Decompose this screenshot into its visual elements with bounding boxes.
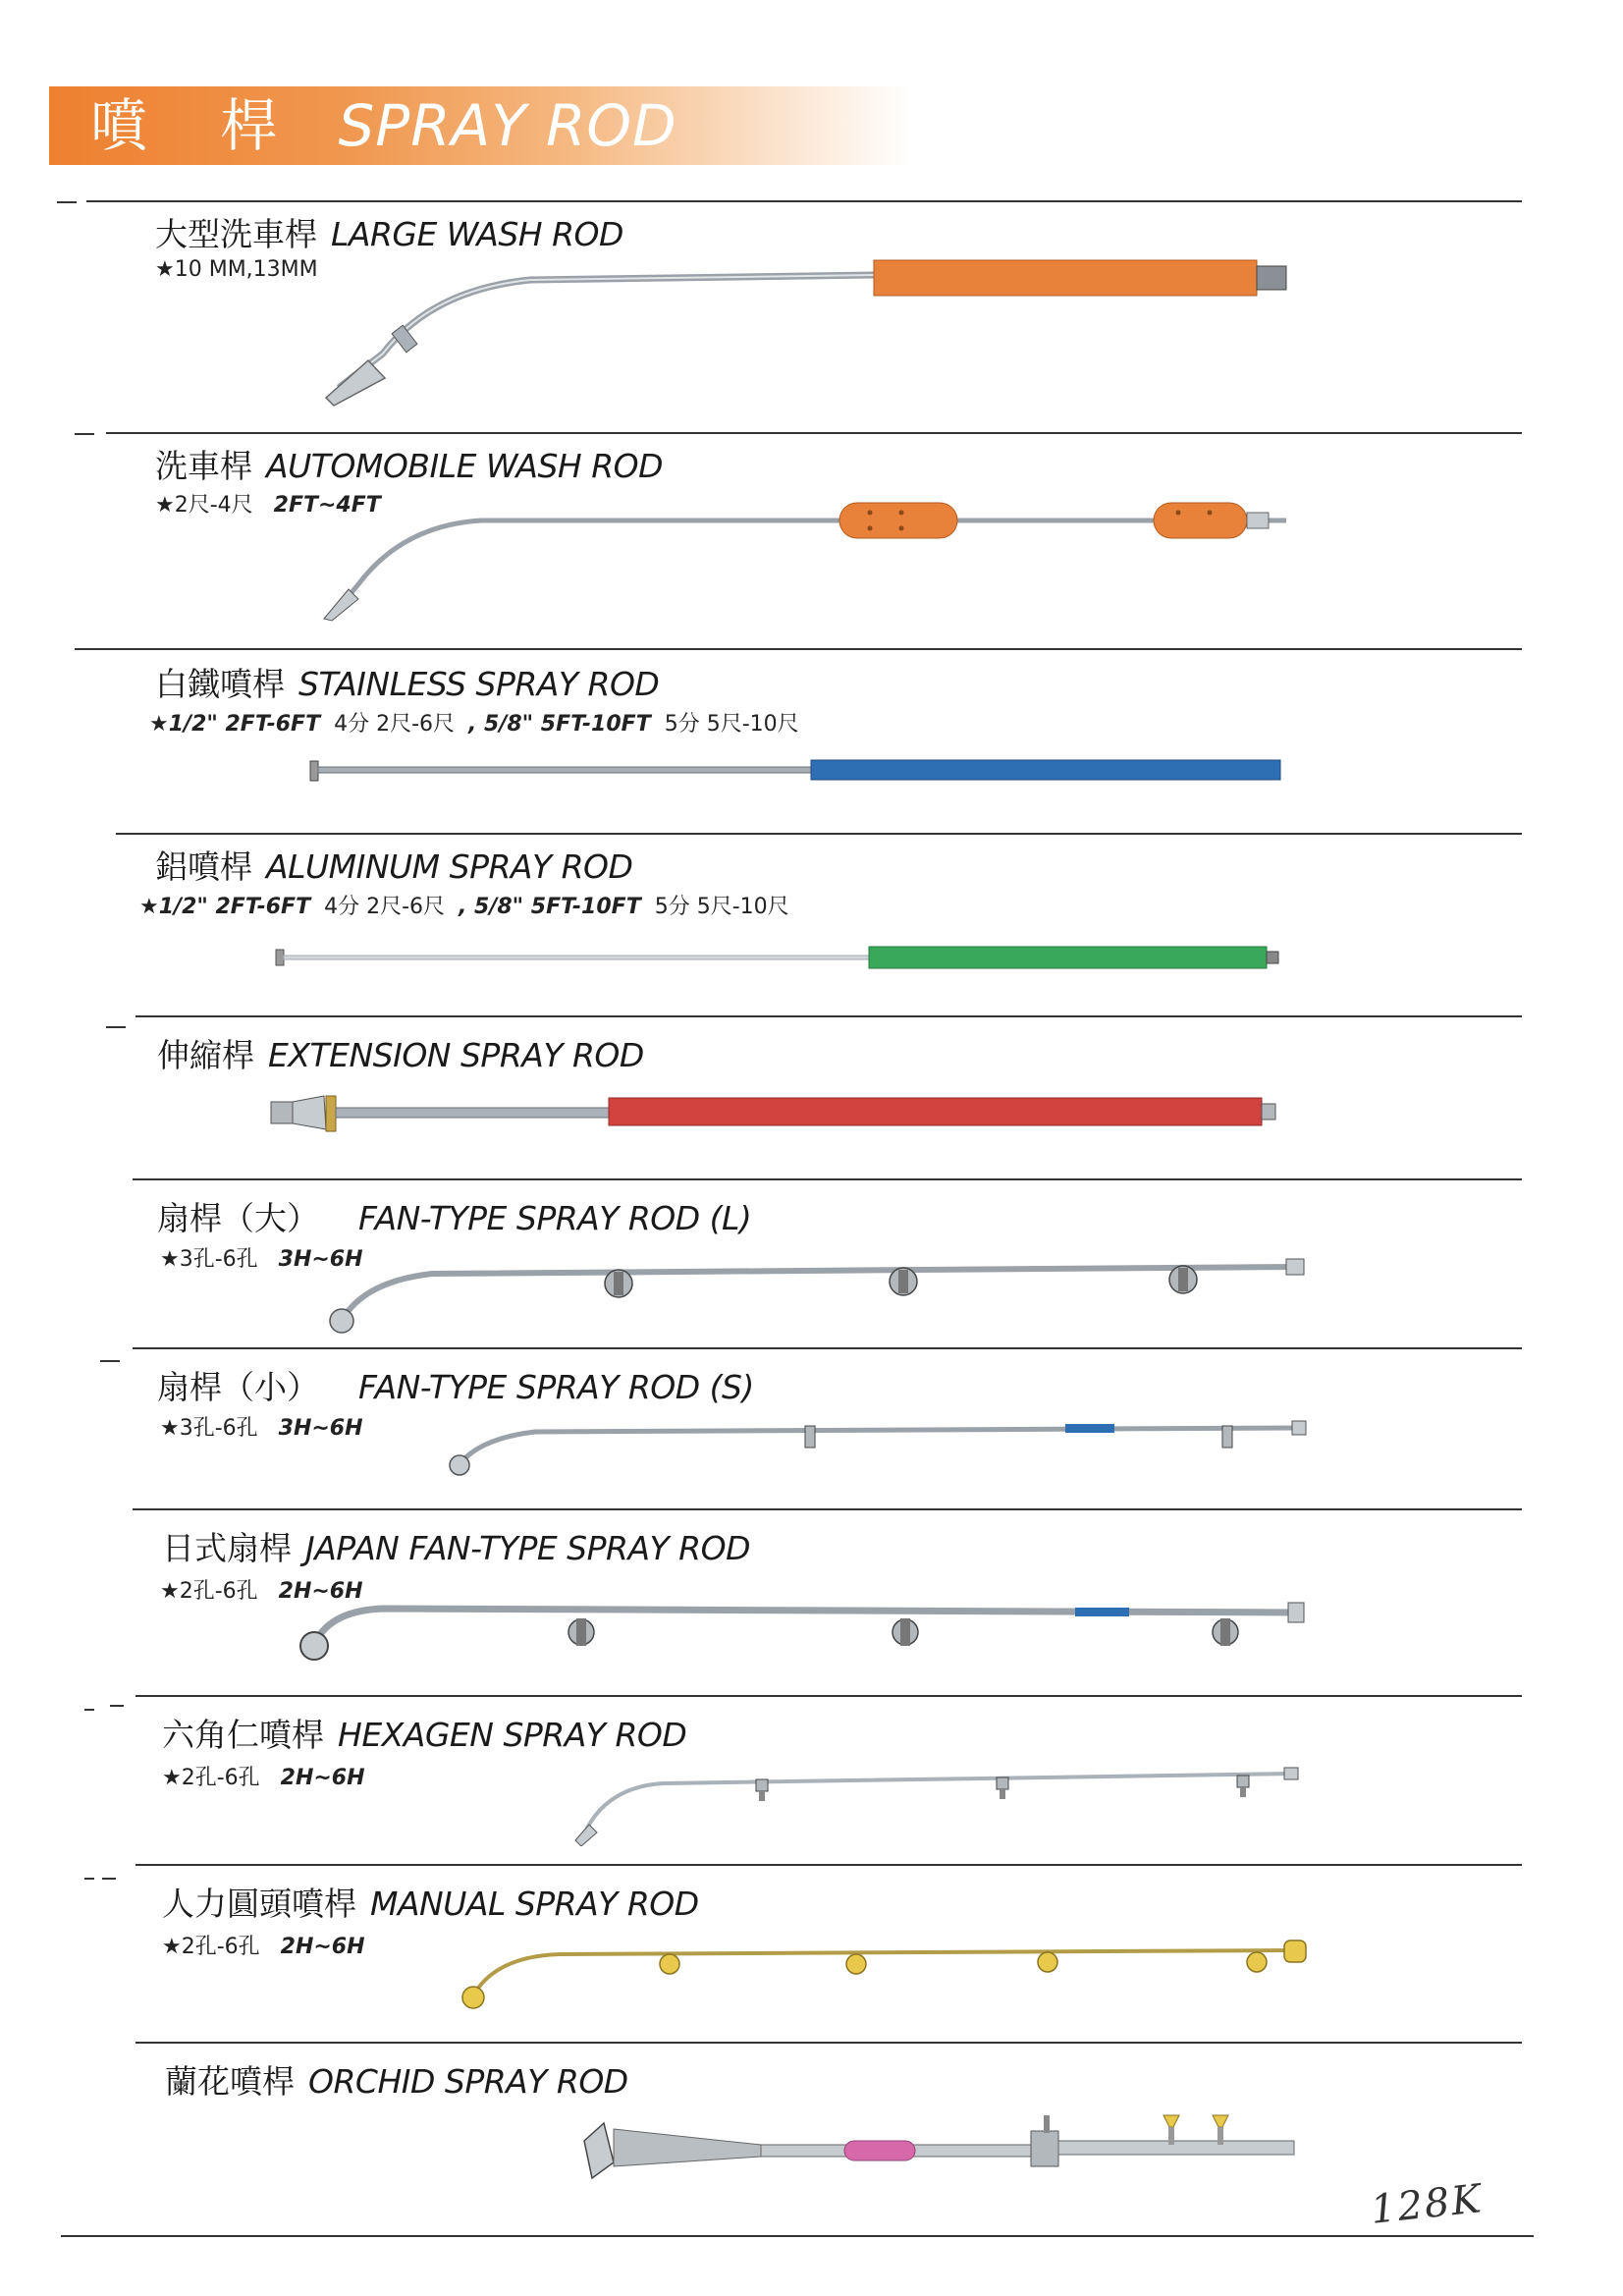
item-spec: [160, 1411, 363, 1442]
divider: [133, 1347, 1522, 1349]
item-spec-zh: ★2孔-6孔: [162, 1935, 260, 1959]
item-spec-d: 5分 5尺-10尺: [654, 895, 789, 919]
item-spec-en: 2H~6H: [280, 1935, 365, 1959]
fan-type-spray-rod-s-image: [442, 1404, 1316, 1483]
divider-tick: [57, 201, 77, 203]
item-spec: [162, 1761, 365, 1791]
page-title-zh: 噴 桿: [90, 92, 305, 159]
item-title-en: FAN-TYPE SPRAY ROD (L): [358, 1199, 752, 1237]
hexagen-spray-rod-image: [569, 1758, 1316, 1846]
divider: [116, 833, 1522, 835]
item-title-zh: 扇桿（小）: [157, 1368, 319, 1406]
item-spec-en: 2H~6H: [280, 1766, 365, 1790]
item-spec-en: 3H~6H: [278, 1247, 363, 1272]
bottom-divider: [61, 2235, 1534, 2237]
aluminum-spray-rod-image: [270, 938, 1301, 977]
item-title-zh: 鋁噴桿: [155, 847, 252, 886]
item-title-zh: 伸縮桿: [157, 1036, 254, 1074]
item-title-en: FAN-TYPE SPRAY ROD (S): [358, 1368, 754, 1406]
item-spec-zh: ★2孔-6孔: [162, 1766, 260, 1790]
item-title-zh: 扇桿（大）: [157, 1199, 319, 1237]
item-title-zh: 洗車桿: [155, 447, 252, 485]
item-title-zh: 人力圓頭噴桿: [162, 1885, 356, 1923]
item-spec: [162, 1930, 365, 1960]
manual-spray-rod-image: [452, 1927, 1316, 2015]
item-title: [162, 1879, 699, 1925]
divider: [135, 2042, 1522, 2044]
extension-spray-rod-image: [265, 1088, 1306, 1137]
item-title: [157, 1193, 751, 1239]
item-title: [155, 209, 623, 255]
divider: [135, 1015, 1522, 1017]
item-spec-a: ★1/2" 2FT-6FT: [149, 712, 321, 737]
fan-type-spray-rod-l-image: [324, 1242, 1316, 1340]
item-title-zh: 大型洗車桿: [155, 215, 317, 253]
item-title-zh: 六角仁噴桿: [162, 1716, 324, 1754]
item-title-en: ORCHID SPRAY ROD: [308, 2062, 628, 2101]
item-spec-en: 2H~6H: [278, 1579, 363, 1604]
page-note: 128K: [1368, 2176, 1486, 2233]
item-spec-d: 5分 5尺-10尺: [664, 712, 799, 737]
divider-tick: [75, 433, 94, 435]
item-title-zh: 蘭花噴桿: [165, 2062, 295, 2101]
divider-tick: [102, 1878, 116, 1880]
item-title: [155, 659, 659, 705]
item-title: [162, 1710, 686, 1756]
item-spec-zh: ★3孔-6孔: [160, 1247, 258, 1272]
divider: [135, 1864, 1522, 1866]
item-title-zh: 白鐵噴桿: [155, 665, 285, 703]
divider-tick: [110, 1705, 124, 1707]
divider: [86, 200, 1522, 202]
item-title: [157, 1362, 754, 1408]
page-title-en: SPRAY ROD: [338, 92, 677, 159]
item-title: [155, 842, 632, 888]
divider: [106, 432, 1522, 434]
japan-fan-type-spray-rod-image: [295, 1591, 1316, 1669]
item-spec-en: 3H~6H: [278, 1416, 363, 1441]
item-spec-a: ★1/2" 2FT-6FT: [139, 895, 311, 919]
item-title: [162, 1523, 750, 1569]
divider: [135, 1695, 1522, 1697]
item-spec-zh: ★2尺-4尺: [155, 493, 253, 518]
page-title: [90, 90, 677, 161]
orchid-spray-rod-image: [574, 2102, 1316, 2190]
item-title-en: LARGE WASH ROD: [331, 215, 623, 253]
item-title: [165, 2056, 628, 2103]
divider-tick: [84, 1709, 94, 1711]
item-title: [157, 1030, 644, 1076]
item-title-en: STAINLESS SPRAY ROD: [298, 665, 660, 703]
item-title-zh: 日式扇桿: [162, 1529, 292, 1567]
divider-tick: [84, 1878, 94, 1880]
item-spec-en: 2FT~4FT: [273, 493, 381, 518]
item-spec: ★10 MM,13MM: [155, 257, 318, 282]
item-spec-c: , 5/8" 5FT-10FT: [468, 712, 651, 737]
item-title-en: MANUAL SPRAY ROD: [370, 1885, 699, 1923]
item-title-en: JAPAN FAN-TYPE SPRAY ROD: [305, 1529, 750, 1567]
item-title: [155, 441, 663, 487]
item-spec-zh: ★3孔-6孔: [160, 1416, 258, 1441]
divider-tick: [100, 1360, 120, 1362]
item-spec-zh: ★2孔-6孔: [160, 1579, 258, 1604]
item-title-en: EXTENSION SPRAY ROD: [268, 1036, 644, 1074]
large-wash-rod-image: [314, 250, 1316, 408]
item-spec: [139, 890, 789, 920]
divider: [133, 1508, 1522, 1510]
divider-tick: [106, 1026, 126, 1028]
divider: [75, 648, 1522, 650]
item-spec-b: 4分 2尺-6尺: [324, 895, 446, 919]
item-title-en: AUTOMOBILE WASH ROD: [266, 447, 664, 485]
item-spec-c: , 5/8" 5FT-10FT: [459, 895, 641, 919]
stainless-spray-rod-image: [295, 751, 1296, 791]
item-title-en: ALUMINUM SPRAY ROD: [266, 847, 633, 886]
item-spec: [149, 707, 799, 738]
item-title-en: HEXAGEN SPRAY ROD: [338, 1716, 687, 1754]
item-spec-b: 4分 2尺-6尺: [334, 712, 456, 737]
divider: [133, 1178, 1522, 1180]
automobile-wash-rod-image: [314, 491, 1316, 624]
